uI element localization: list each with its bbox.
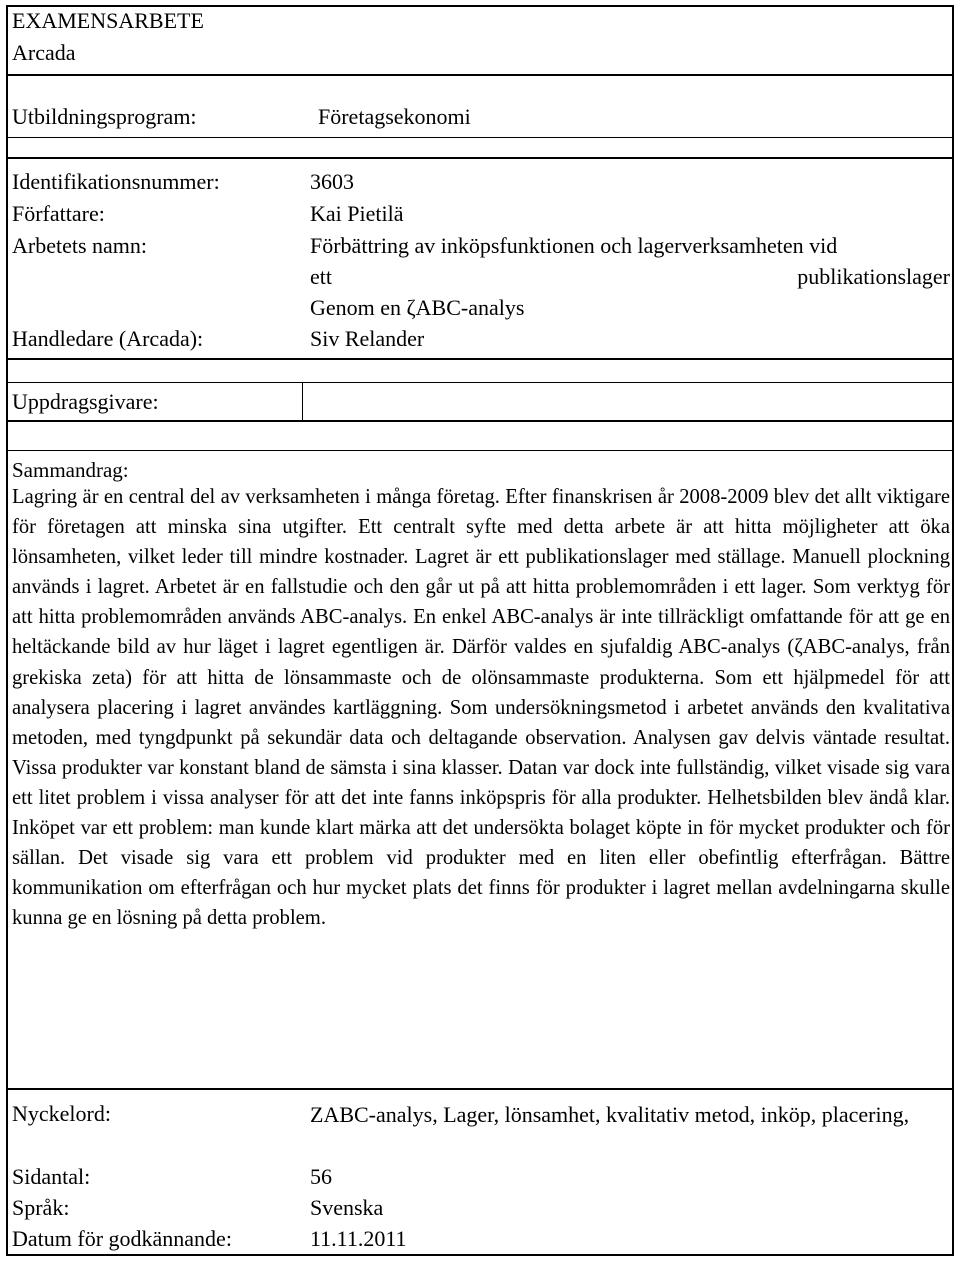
approval-date-label: Datum för godkännande: bbox=[12, 1226, 232, 1251]
pages-value: 56 bbox=[310, 1164, 332, 1189]
institution-name: Arcada bbox=[12, 40, 76, 65]
thesis-title-line2-left: ett bbox=[310, 264, 332, 289]
summary-text: Lagring är en central del av verksamheten i många företag. Efter finanskrisen år 2008-2009 blev det allt viktigare för företagen att minska sina utgifter. Ett centralt syfte med detta arbete är att hitta möjligheter att öka lönsamheten, vilket leder till mindre kostnader. Lagret är ett publikationslager med ställage. Manuell plockning används i lagret. Arbetet är en fallstudie och den går ut på att hitta problemområden i ett lager. Som verktyg för att hitta problemområden används ABC-analys. En enkel ABC-analys är inte tillräckligt omfattande för att ge en heltäckande bild av hur läget i lagret egentligen är. Därför valdes en sjufaldig ABC-analys (ζABC-analys, från grekiska zeta) för att hitta de lönsammaste och de olönsammaste produkterna. Som ett hjälpmedel för att analysera placering i lagret användes kartläggning. Som undersökningsmetod i arbetet används den kvalitativa metoden, med tyngdpunkt på sekundär data och deltagande observation. Analysen gav delvis väntade resultat. Vissa produkter var konstant bland de sämsta i sina klasser. Datan var dock inte fullständig, vilket visade sig vara ett litet problem i vissa analyser för att det inte fanns inköpspris för alla produkter. Helhetsbilden blev ändå klar. Inköpet var ett problem: man kunde klart märka att det undersökta bolaget köpte in för mycket produkter och för sällan. Det visade sig vara ett problem vid produkter med en liten eller obefintlig efterfrågan. Bättre kommunikation om efterfrågan och hur mycket plats det finns för produkter i lagret mellan avdelningarna skulle kunna ge en lösning på detta problem. bbox=[12, 486, 950, 930]
summary-label: Sammandrag: bbox=[12, 458, 129, 482]
thesis-title-line3: Genom en ζABC-analys bbox=[310, 295, 525, 320]
details-separator bbox=[6, 358, 954, 360]
keywords-label: Nyckelord: bbox=[12, 1101, 111, 1126]
commissioner-separator bbox=[6, 420, 954, 422]
author-value: Kai Pietilä bbox=[310, 201, 404, 226]
commissioner-label: Uppdragsgivare: bbox=[12, 389, 159, 414]
id-value: 3603 bbox=[310, 169, 354, 194]
supervisor-label: Handledare (Arcada): bbox=[12, 326, 204, 351]
language-label: Språk: bbox=[12, 1195, 70, 1220]
program-label: Utbildningsprogram: bbox=[12, 104, 197, 129]
document-title: EXAMENSARBETE bbox=[12, 8, 204, 33]
thesis-title-label: Arbetets namn: bbox=[12, 233, 148, 258]
thesis-title-line2-right: publikationslager bbox=[797, 264, 950, 289]
language-value: Svenska bbox=[310, 1195, 384, 1220]
approval-date-value: 11.11.2011 bbox=[310, 1226, 407, 1251]
thesis-title-line1: Förbättring av inköpsfunktionen och lagerverksamheten vid bbox=[310, 233, 838, 258]
author-label: Författare: bbox=[12, 201, 105, 226]
header-separator bbox=[6, 74, 954, 76]
program-separator bbox=[6, 157, 954, 159]
commissioner-divider bbox=[302, 382, 303, 420]
commissioner-top-rule bbox=[6, 382, 954, 383]
keywords-value: ZABC-analys, Lager, lönsamhet, kvalitativ metod, inköp, placering, bbox=[310, 1102, 910, 1127]
pages-label: Sidantal: bbox=[12, 1164, 91, 1189]
id-label: Identifikationsnummer: bbox=[12, 169, 220, 194]
summary-top-rule bbox=[6, 450, 954, 451]
program-rule bbox=[6, 137, 954, 138]
supervisor-value: Siv Relander bbox=[310, 326, 425, 351]
program-value: Företagsekonomi bbox=[318, 104, 471, 129]
summary-separator bbox=[6, 1088, 954, 1090]
